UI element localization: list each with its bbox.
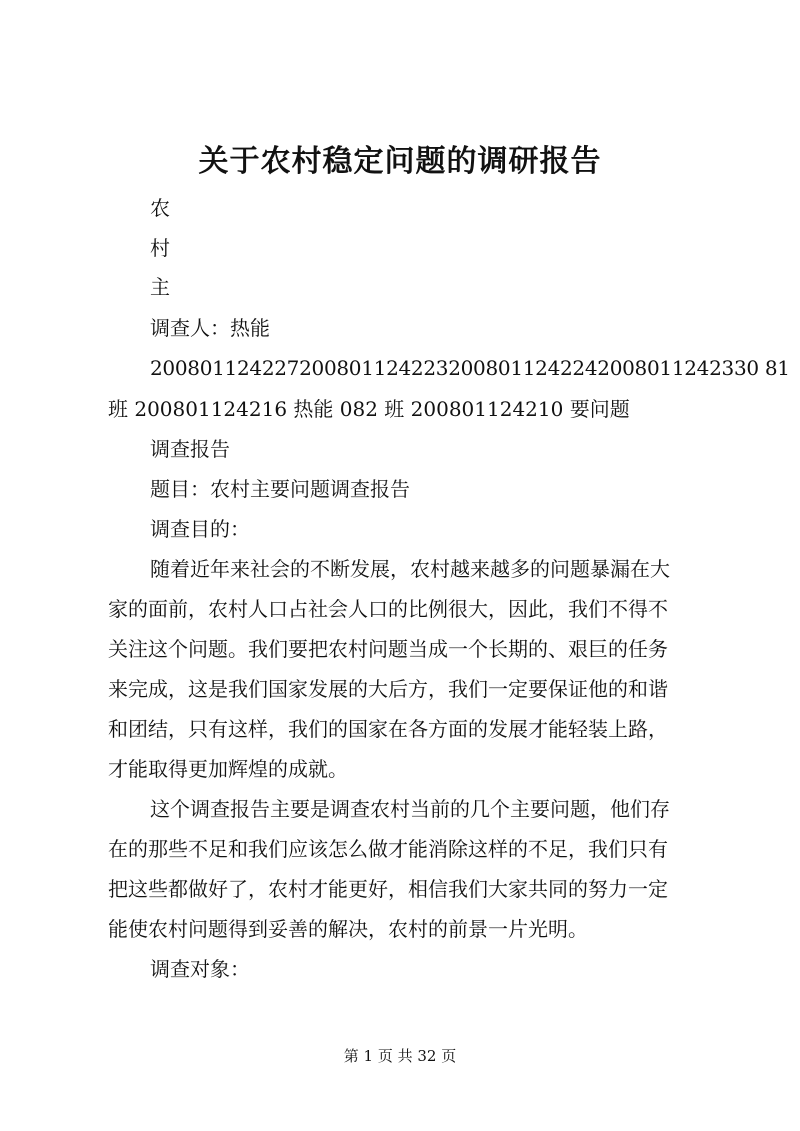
body-line: 农 (150, 196, 170, 220)
paragraph-line: 把这些都做好了，农村才能更好，相信我们大家共同的努力一定 (108, 877, 668, 901)
student-ids-line: 2008011242272008011242232008011242242008011242330 81 (150, 356, 790, 380)
paragraph-line: 能使农村问题得到妥善的解决，农村的前景一片光明。 (108, 917, 588, 941)
student-ids-line-2: 班 200801124216 热能 082 班 200801124210 要问题 (108, 397, 630, 421)
paragraph-line: 随着近年来社会的不断发展，农村越来越多的问题暴漏在大 (150, 557, 670, 581)
paragraph-line: 这个调查报告主要是调查农村当前的几个主要问题，他们存 (150, 797, 670, 821)
report-topic-line: 题目：农村主要问题调查报告 (150, 477, 410, 501)
paragraph-line: 才能取得更加辉煌的成就。 (108, 757, 348, 781)
body-line: 村 (150, 236, 170, 260)
paragraph-line: 来完成，这是我们国家发展的大后方，我们一定要保证他的和谐 (108, 677, 668, 701)
page-number: 第 1 页 共 32 页 (343, 1047, 457, 1065)
section-heading: 调查报告 (150, 437, 230, 461)
body-line: 主 (150, 275, 170, 299)
paragraph-line: 和团结，只有这样，我们的国家在各方面的发展才能轻装上路， (108, 717, 668, 741)
paragraph-line: 家的面前，农村人口占社会人口的比例很大，因此，我们不得不 (108, 597, 668, 621)
investigator-line: 调查人：热能 (150, 316, 270, 340)
section-heading: 调查目的： (150, 517, 250, 541)
paragraph-line: 关注这个问题。我们要把农村问题当成一个长期的、艰巨的任务 (108, 637, 668, 661)
section-heading: 调查对象： (150, 957, 250, 981)
paragraph-line: 在的那些不足和我们应该怎么做才能消除这样的不足，我们只有 (108, 837, 668, 861)
document-title: 关于农村稳定问题的调研报告 (198, 144, 602, 179)
